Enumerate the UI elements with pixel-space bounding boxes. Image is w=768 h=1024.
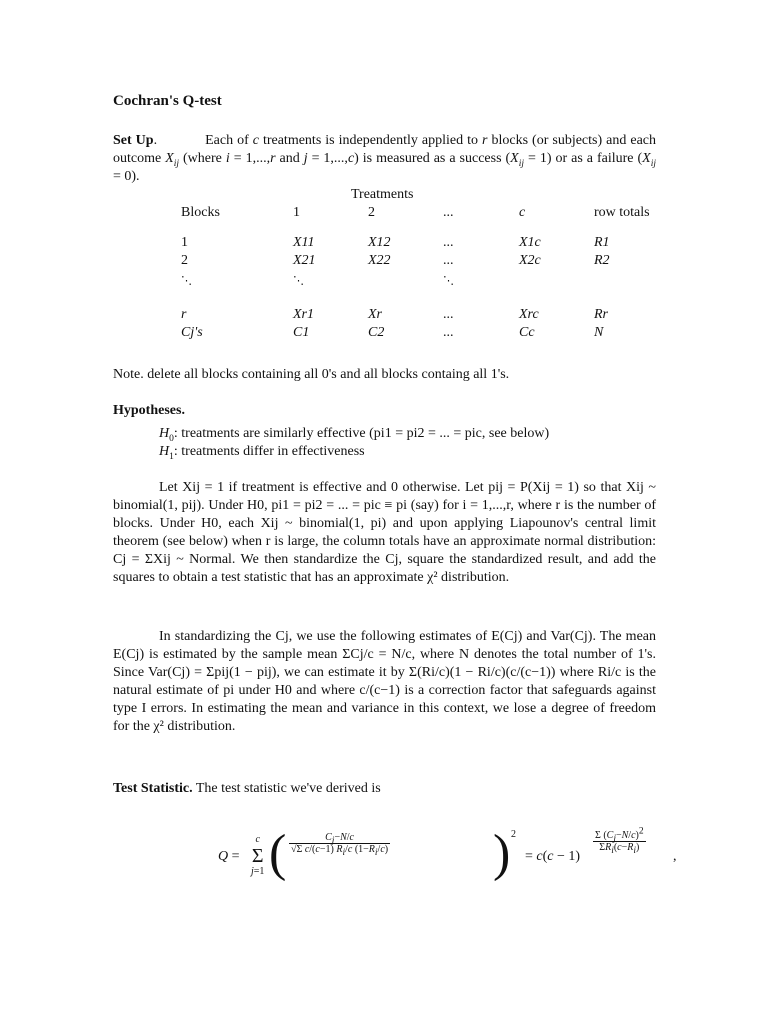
table-cell: R1 <box>594 235 610 250</box>
table-cell: X11 <box>293 235 315 250</box>
document-page <box>113 92 677 894</box>
table-cell: X1c <box>519 235 541 250</box>
table-cell: Xr <box>368 307 382 322</box>
table-cell: R2 <box>594 253 610 268</box>
table-cell: ... <box>443 253 454 268</box>
test-statistic-label: Test Statistic. <box>113 781 193 796</box>
table-cell: X22 <box>368 253 391 268</box>
hypothesis-h1: $H_1$: treatments differ in effectiveness <box>159 444 365 462</box>
table-cell: ... <box>443 235 454 250</box>
table-cell: C2 <box>368 325 385 340</box>
page-title: Cochran's Q-test <box>113 93 222 109</box>
test-statistic-text: The test statistic we've derived is <box>195 781 381 796</box>
table-cell: Cj's <box>181 325 203 340</box>
table-header: row totals <box>594 205 650 220</box>
table-header: 2 <box>368 205 375 220</box>
table-header: c <box>519 205 526 220</box>
derivation-paragraph: Let Xij = 1 if treatment is effective and 0 otherwise. Let pij = P(Xij = 1) so that Xij ~ binomial(1, pij). Under H0, pi1 = pi2 = ... = pic ≡ pi (say) for i = 1,...,r, where r is the number of blocks. Under H0, each Xij ~ binomial(1, pi) and upon applying Liapounov's central limit theorem (see below) when r is large, the column totals have an approximate normal distribution: Cj = ΣXij ~ Normal. We then standardize the Cj, square the standardized result, and add the squares to obtain a test statistic that has an approximate χ² distribution. <box>113 480 656 585</box>
hypotheses-list <box>113 425 656 479</box>
table-cell: 1 <box>181 235 188 250</box>
table-cell: ⋱ <box>181 275 192 287</box>
table-cell: ... <box>443 325 454 340</box>
note-text: Note. delete all blocks containing all 0's and all blocks containg all 1's. <box>113 367 510 382</box>
test-statistic-section <box>113 780 656 824</box>
table-cell: C1 <box>293 325 310 340</box>
table-cell: Cc <box>519 325 535 340</box>
data-table <box>113 186 656 362</box>
table-header: 1 <box>293 205 300 220</box>
table-group-header: Treatments <box>351 187 414 202</box>
table-header: ... <box>443 205 454 220</box>
q-statistic-formula: Q = c Σ j=1 ( $\frac{C_j-N/c}{√\Sigma c/(c-1) R_i/c (1-R_i/c)}$ ) 2 = c(c − 1) $\frac{\Sigma (C_j-N/c)^2}{\Sigma R_i(c-R_i)}$ , <box>218 825 677 882</box>
setup-label: Set Up <box>113 133 154 148</box>
table-cell: ⋱ <box>443 275 454 287</box>
table-cell: r <box>181 307 187 322</box>
table-cell: Rr <box>594 307 608 322</box>
table-cell: X12 <box>368 235 391 250</box>
setup-text: Set Up. Each of c treatments is independently applied to r blocks (or subjects) and each outcome $X_{ij}$ (where i = 1,...,r and j = 1,...,c) is measured as a success $(X_{ij} = 1)$ or as a failure $(X_{ij} = 0)$. <box>113 133 656 184</box>
table-cell: X2c <box>519 253 541 268</box>
table-cell: ... <box>443 307 454 322</box>
estimation-paragraph: In standardizing the Cj, we use the following estimates of E(Cj) and Var(Cj). The mean E(Cj) is estimated by the sample mean ΣCj/c = N/c, where N denotes the total number of 1's. Since Var(Cj) = Σpij(1 − pij), we can estimate it by Σ(Ri/c)(1 − Ri/c)(c/(c−1)) where Ri/c is the natural estimate of pi under H0 and where c/(c−1) is a correction factor that safeguards against type I errors. In estimating the mean and variance in this context, we lose a degree of freedom for the χ² distribution. <box>113 629 656 734</box>
table-cell: ⋱ <box>293 275 304 287</box>
table-cell: N <box>594 325 604 340</box>
table-cell: X21 <box>293 253 316 268</box>
hypotheses-heading: Hypotheses. <box>113 403 185 418</box>
table-header: Blocks <box>181 205 220 220</box>
table-cell: Xr1 <box>293 307 314 322</box>
hypothesis-h0: $H_0$: treatments are similarly effective (pi1 = pi2 = ... = pic, see below) <box>159 426 550 444</box>
setup-section <box>113 132 656 186</box>
table-cell: 2 <box>181 253 188 268</box>
table-cell: Xrc <box>519 307 539 322</box>
